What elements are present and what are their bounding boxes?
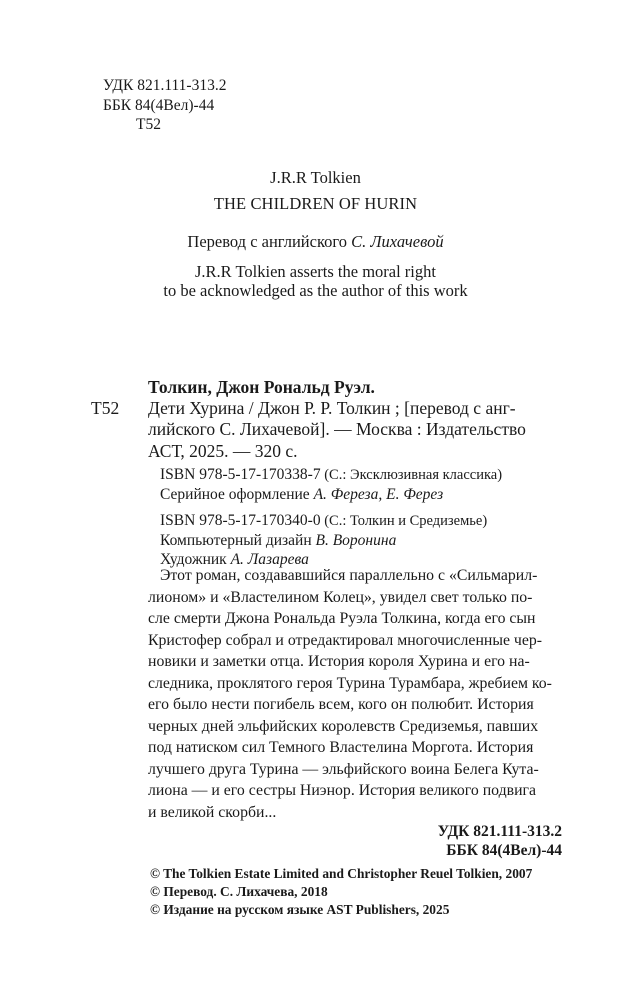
- annotation-line: Кристофер собрал и отредактировал многочисленные чер-: [148, 631, 543, 649]
- annotation-line: его было нести погибель всем, кого он полюбит. История: [148, 696, 534, 713]
- catalog-description: [148, 398, 526, 462]
- annotation-line: лиона — и его сестры Ниэнор. История великого подвига: [148, 782, 537, 799]
- design-credit: [160, 485, 502, 504]
- computer-designer-name: В. Воронина: [315, 532, 397, 549]
- classification-block: [103, 76, 226, 135]
- rights-line-1: J.R.R Tolkien asserts the moral right: [195, 262, 436, 281]
- isbn-number: ISBN 978-5-17-170340-0: [160, 512, 321, 529]
- translator-name: С. Лихачевой: [351, 232, 444, 251]
- annotation-line: черных дней эльфийских королевств Средиземья, павших: [148, 717, 539, 735]
- copyright-line: © Издание на русском языке AST Publishers, 2025: [150, 902, 450, 917]
- annotation-line: Этот роман, создававшийся параллельно с «Сильмарил-: [160, 567, 538, 584]
- design-prefix: Серийное оформление: [160, 486, 314, 503]
- original-author: J.R.R Tolkien: [270, 168, 361, 187]
- annotation-line: и великой скорби...: [148, 803, 277, 821]
- annotation-line: новики и заметки отца. История короля Хурина и его на-: [148, 653, 530, 670]
- isbn-line: [160, 465, 502, 485]
- desc-line: лийского С. Лихачевой]. — Москва : Издательство: [148, 419, 526, 440]
- udk-code-bold: УДК 821.111-313.2: [437, 823, 562, 840]
- annotation-paragraph: [148, 565, 552, 823]
- computer-design-prefix: Компьютерный дизайн: [160, 532, 316, 549]
- rights-line-2: to be acknowledged as the author of this work: [163, 281, 468, 300]
- series-name: (С.: Толкин и Средиземье): [320, 513, 488, 529]
- isbn-line: [160, 511, 487, 531]
- annotation-line: следника, проклятого героя Турина Турамбара, жребием ко-: [148, 674, 552, 692]
- catalog-code: Т52: [91, 398, 120, 418]
- author-sign: Т52: [136, 116, 161, 133]
- annotation-line: лучшего друга Турина — эльфийского воина Белега Кута-: [148, 760, 539, 778]
- computer-design-credit: [160, 531, 487, 550]
- translation-prefix: Перевод с английского: [187, 232, 352, 251]
- desc-line: Дети Хурина / Джон Р. Р. Толкин ; [перевод с анг-: [148, 398, 516, 418]
- bbk-code-bold: ББК 84(4Вел)-44: [446, 842, 562, 859]
- copyright-line: © Перевод. С. Лихачева, 2018: [150, 884, 328, 899]
- udk-code: УДК 821.111-313.2: [103, 77, 227, 94]
- bbk-code: ББК 84(4Вел)-44: [103, 96, 215, 114]
- isbn-block-1: [160, 465, 502, 504]
- annotation-line: лионом» и «Властелином Колец», увидел свет только по-: [148, 588, 533, 606]
- annotation-line: сле смерти Джона Рональда Руэла Толкина, когда его сын: [148, 610, 536, 627]
- moral-rights-statement: [0, 262, 631, 300]
- series-name: (С.: Эксклюзивная классика): [320, 467, 503, 483]
- original-title: THE CHILDREN OF HURIN: [213, 194, 418, 213]
- isbn-number: ISBN 978-5-17-170338-7: [160, 466, 321, 483]
- artist-name: А. Лазарева: [230, 551, 309, 568]
- catalog-author-heading: Толкин, Джон Рональд Руэл.: [148, 377, 375, 397]
- designer-names: А. Фереза, Е. Ферез: [313, 486, 444, 503]
- isbn-block-2: [160, 511, 487, 569]
- annotation-line: под натиском сил Темного Властелина Моргота. История: [148, 739, 534, 756]
- translation-credit: [0, 232, 631, 252]
- copyright-line: © The Tolkien Estate Limited and Christopher Reuel Tolkien, 2007: [150, 866, 533, 881]
- copyright-block: [150, 865, 532, 919]
- classification-bold-block: [0, 822, 562, 860]
- desc-line: АСТ, 2025. — 320 с.: [148, 440, 298, 461]
- artist-prefix: Художник: [160, 551, 231, 568]
